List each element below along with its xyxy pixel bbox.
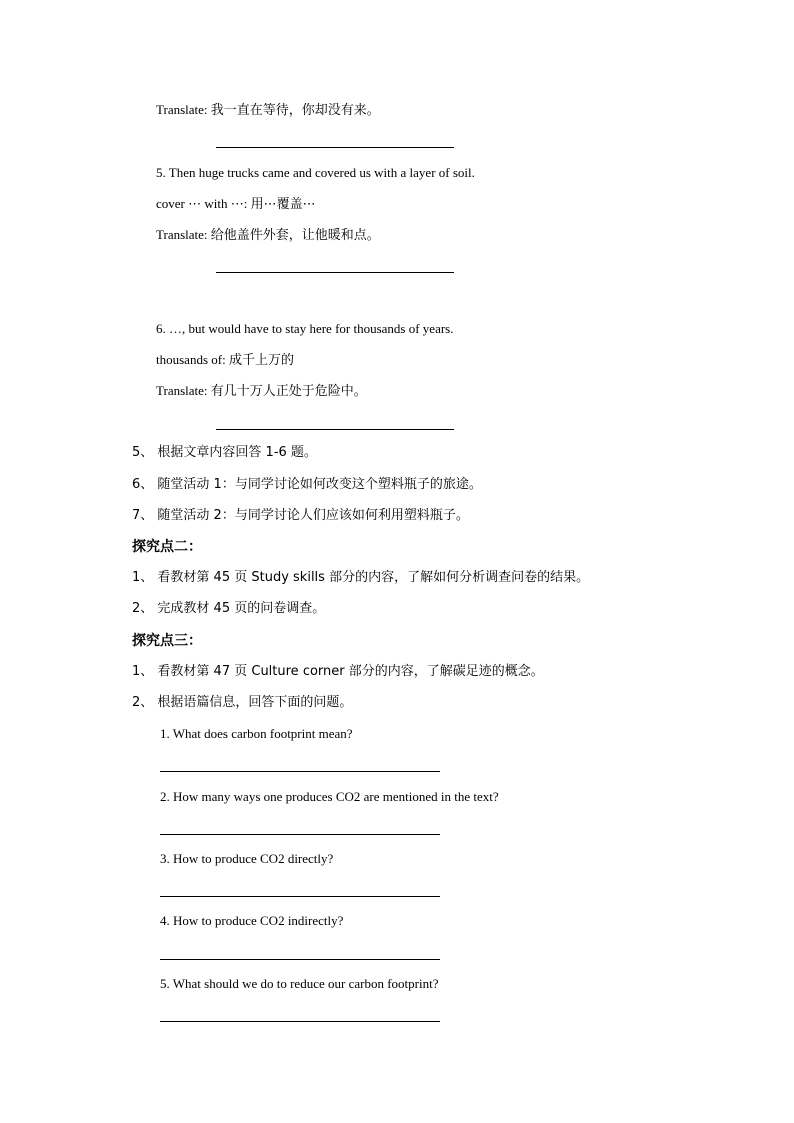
translate-text: 给他盖件外套，让他暖和点。 — [210, 228, 380, 243]
phrase: thousands of: — [156, 352, 226, 367]
translate-label: Translate: — [156, 227, 208, 242]
translate-text: 有几十万人正处于危险中。 — [210, 384, 367, 399]
sentence-6: 6. …, but would have to stay here for thousands of years. — [156, 321, 454, 336]
task-num: 6、 — [132, 477, 154, 492]
item-num: 1、 — [132, 570, 154, 585]
task-item-6 — [132, 476, 482, 494]
answer-line-6[interactable] — [216, 429, 454, 430]
question-3-answer-line[interactable] — [160, 896, 440, 897]
part2-item-2 — [132, 600, 325, 618]
item-num: 2、 — [132, 695, 154, 710]
question-1: 1. What does carbon footprint mean? — [160, 726, 353, 741]
question-2-answer-line[interactable] — [160, 834, 440, 835]
task-num: 5、 — [132, 445, 154, 460]
sentence-5: 5. Then huge trucks came and covered us with a layer of soil. — [156, 165, 475, 180]
translate-label: Translate: — [156, 383, 208, 398]
part2-item-1 — [132, 569, 589, 587]
answer-line-5[interactable] — [216, 272, 454, 273]
translate-text: 我一直在等待，你却没有来。 — [210, 103, 380, 118]
task-item-5 — [132, 444, 317, 462]
task-num: 7、 — [132, 508, 154, 523]
task-text: 随堂活动 2：与同学讨论人们应该如何利用塑料瓶子。 — [157, 508, 469, 523]
translate-line-6 — [156, 382, 367, 401]
item-text: 完成教材 45 页的问卷调查。 — [157, 601, 326, 616]
phrase-meaning: 成千上万的 — [228, 353, 294, 368]
item-text: 看教材第 45 页 Study skills 部分的内容，了解如何分析调查问卷的结果。 — [157, 570, 590, 585]
translate-line-1 — [156, 101, 380, 120]
part3-item-2 — [132, 694, 352, 712]
item-num: 2、 — [132, 601, 154, 616]
phrase-line-6 — [156, 351, 294, 370]
phrase: cover ⋯ with ⋯: — [156, 196, 248, 211]
item-num: 1、 — [132, 664, 154, 679]
question-2: 2. How many ways one produces CO2 are mentioned in the text? — [160, 789, 499, 804]
question-4: 4. How to produce CO2 indirectly? — [160, 913, 344, 928]
question-3: 3. How to produce CO2 directly? — [160, 851, 334, 866]
part2-heading: 探究点二： — [132, 539, 202, 555]
phrase-meaning: 用⋯覆盖⋯ — [250, 197, 316, 212]
task-text: 根据文章内容回答 1-6 题。 — [157, 445, 317, 460]
part3-heading: 探究点三： — [132, 633, 202, 649]
question-4-answer-line[interactable] — [160, 959, 440, 960]
part3-item-1 — [132, 663, 544, 681]
answer-line-1[interactable] — [216, 147, 454, 148]
task-text: 随堂活动 1：与同学讨论如何改变这个塑料瓶子的旅途。 — [157, 477, 482, 492]
question-1-answer-line[interactable] — [160, 771, 440, 772]
task-item-7 — [132, 507, 469, 525]
item-text: 根据语篇信息，回答下面的问题。 — [157, 695, 353, 710]
phrase-line-5 — [156, 195, 316, 214]
question-5-answer-line[interactable] — [160, 1021, 440, 1022]
translate-line-5 — [156, 226, 380, 245]
item-text: 看教材第 47 页 Culture corner 部分的内容，了解碳足迹的概念。 — [157, 664, 544, 679]
translate-label: Translate: — [156, 102, 208, 117]
question-5: 5. What should we do to reduce our carbon footprint? — [160, 976, 439, 991]
